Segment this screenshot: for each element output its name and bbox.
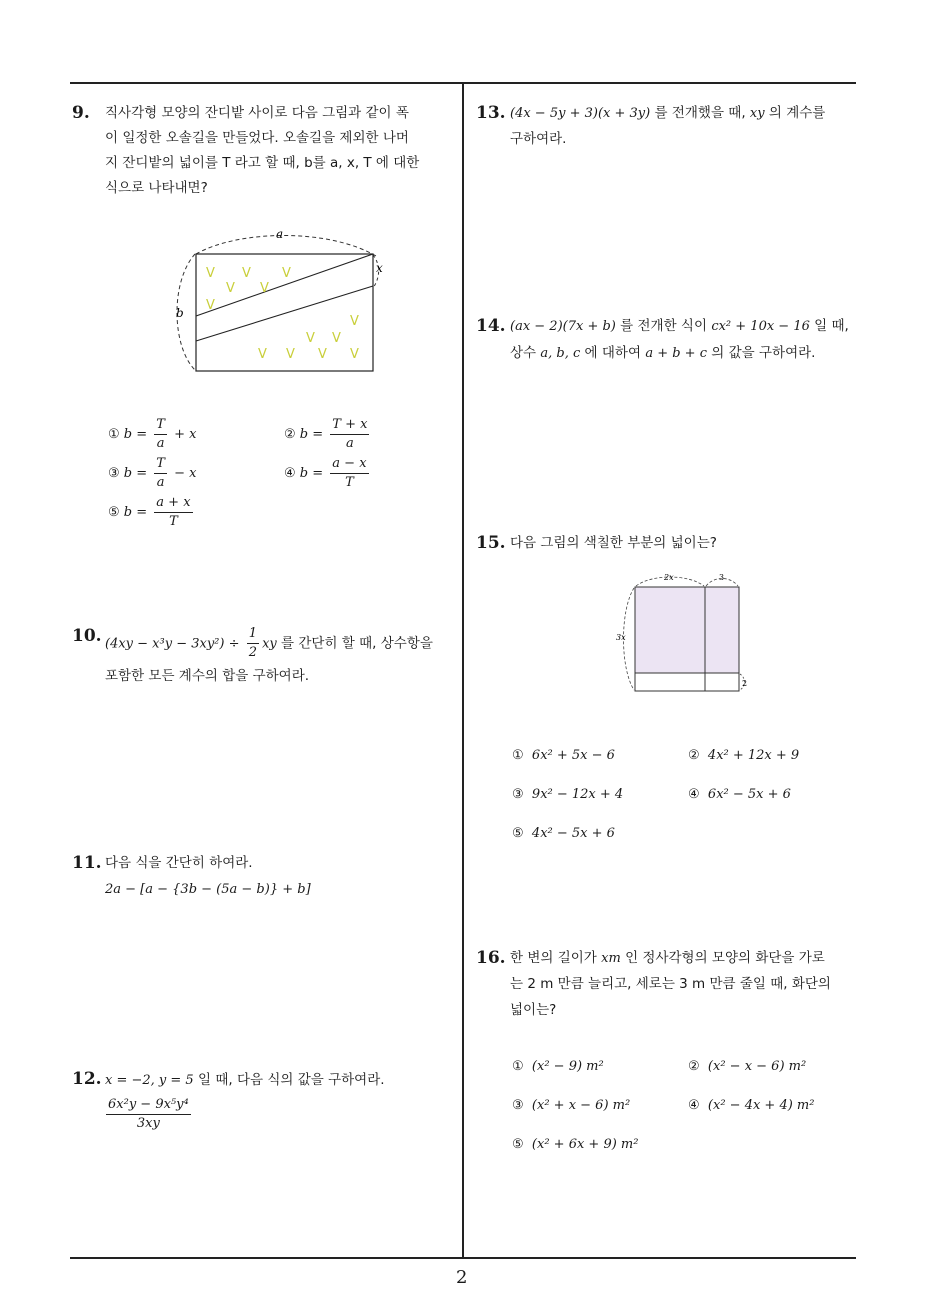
q12-line-1: x = −2, y = 5 일 때, 다음 식의 값을 구하여라.	[105, 1072, 385, 1088]
q9-line-2: 이 일정한 오솔길을 만들었다. 오솔길을 제외한 나머	[105, 130, 409, 146]
q13-line-2: 구하여라.	[510, 131, 567, 147]
q9-line-3: 지 잔디밭의 넓이를 T 라고 할 때, b를 a, x, T 에 대한	[105, 155, 420, 171]
q14-number: 14.	[476, 316, 506, 336]
q16-number: 16.	[476, 948, 506, 968]
q9-choice-5[interactable]: ⑤ b = $\frac{a + x}{T}$	[108, 495, 191, 529]
grass-mark: V	[306, 331, 315, 346]
q15-label-3x: 3x	[616, 633, 626, 642]
q15-shaded-region	[635, 587, 739, 673]
grass-mark: V	[226, 281, 235, 296]
q15-area-figure	[612, 570, 762, 696]
q9-dim-a	[196, 236, 376, 257]
q13-line-1: (4x − 5y + 3)(x + 3y) 를 전개했을 때, xy 의 계수를	[510, 105, 826, 121]
q16-choice-4[interactable]: ④ (x² − 4x + 4) m²	[688, 1098, 815, 1113]
q9-path-edge-bottom	[196, 286, 373, 341]
q13-number: 13.	[476, 103, 506, 123]
q16-line-2: 는 2 m 만큼 늘리고, 세로는 3 m 만큼 줄일 때, 화단의	[510, 976, 831, 992]
q15-choice-3[interactable]: ③ 9x² − 12x + 4	[512, 787, 624, 802]
q16-choice-2[interactable]: ② (x² − x − 6) m²	[688, 1059, 807, 1074]
grass-mark: V	[206, 298, 215, 313]
q11-expression: 2a − [a − {3b − (5a − b)} + b]	[105, 882, 311, 897]
grass-mark: V	[350, 314, 359, 329]
q9-lawn-figure	[168, 222, 398, 382]
q9-number: 9.	[72, 103, 90, 123]
q15-label-2: 2	[742, 679, 748, 688]
q15-number: 15.	[476, 533, 506, 553]
q15-choice-2[interactable]: ② 4x² + 12x + 9	[688, 748, 800, 763]
grass-mark: V	[258, 347, 267, 362]
q15-text: 다음 그림의 색칠한 부분의 넓이는?	[510, 535, 717, 551]
q10-number: 10.	[72, 626, 102, 646]
q9-choice-3[interactable]: ③ b = $\frac{T}{a}$ − x	[108, 456, 197, 490]
grass-mark: V	[318, 347, 327, 362]
q15-choice-5[interactable]: ⑤ 4x² − 5x + 6	[512, 826, 615, 841]
q15-choice-4[interactable]: ④ 6x² − 5x + 6	[688, 787, 791, 802]
q15-label-2x: 2x	[664, 573, 674, 582]
q9-choice-4[interactable]: ④ b = $\frac{a - x}{T}$	[284, 456, 367, 490]
q12-fraction: $\frac{\text{6x²y − 9x⁵y⁴}}{3xy}$	[108, 1097, 189, 1131]
q9-path-edge-top	[196, 254, 373, 316]
q9-text	[105, 101, 457, 201]
q16-line-3: 넓이는?	[510, 1002, 557, 1018]
grass-mark: V	[242, 266, 251, 281]
q9-choice-2[interactable]: ② b = $\frac{T + x}{a}$	[284, 417, 368, 451]
q11-number: 11.	[72, 853, 102, 873]
grass-mark: V	[350, 347, 359, 362]
q9-line-1: 직사각형 모양의 잔디밭 사이로 다음 그림과 같이 폭	[105, 105, 409, 121]
q11-text: 다음 식을 간단히 하여라.	[105, 855, 253, 871]
q14-line-1: (ax − 2)(7x + b) 를 전개한 식이 cx² + 10x − 16 일 때,	[510, 318, 849, 334]
q15-choice-1[interactable]: ① 6x² + 5x − 6	[512, 748, 615, 763]
q15-label-3: 3	[719, 573, 725, 582]
q14-line-2: 상수 a, b, c 에 대하여 a + b + c 의 값을 구하여라.	[510, 345, 816, 361]
bottom-rule	[70, 1257, 856, 1259]
q16-line-1: 한 변의 길이가 xm 인 정사각형의 모양의 화단을 가로	[510, 950, 825, 966]
grass-mark: V	[206, 266, 215, 281]
grass-mark: V	[260, 281, 269, 296]
q9-label-b: b	[176, 306, 184, 320]
q9-label-a: a	[276, 227, 284, 241]
q9-choice-1[interactable]: ① b = $\frac{T}{a}$ + x	[108, 417, 197, 451]
q16-choice-5[interactable]: ⑤ (x² + 6x + 9) m²	[512, 1137, 639, 1152]
grass-mark: V	[282, 266, 291, 281]
grass-mark: V	[286, 347, 295, 362]
q16-choice-1[interactable]: ① (x² − 9) m²	[512, 1059, 604, 1074]
q9-label-x: x	[376, 261, 383, 275]
q12-number: 12.	[72, 1069, 102, 1089]
grass-mark: V	[332, 331, 341, 346]
q9-line-4: 식으로 나타내면?	[105, 180, 208, 196]
page-number: 2	[456, 1267, 468, 1288]
q10-line-2: 포함한 모든 계수의 합을 구하여라.	[105, 668, 310, 684]
column-divider	[462, 82, 464, 1258]
q10-line-1: (4xy − x³y − 3xy²) ÷ $\frac{1}{2}$ xy 를 간단히 할 때, 상수항을	[105, 626, 433, 660]
q16-choice-3[interactable]: ③ (x² + x − 6) m²	[512, 1098, 631, 1113]
